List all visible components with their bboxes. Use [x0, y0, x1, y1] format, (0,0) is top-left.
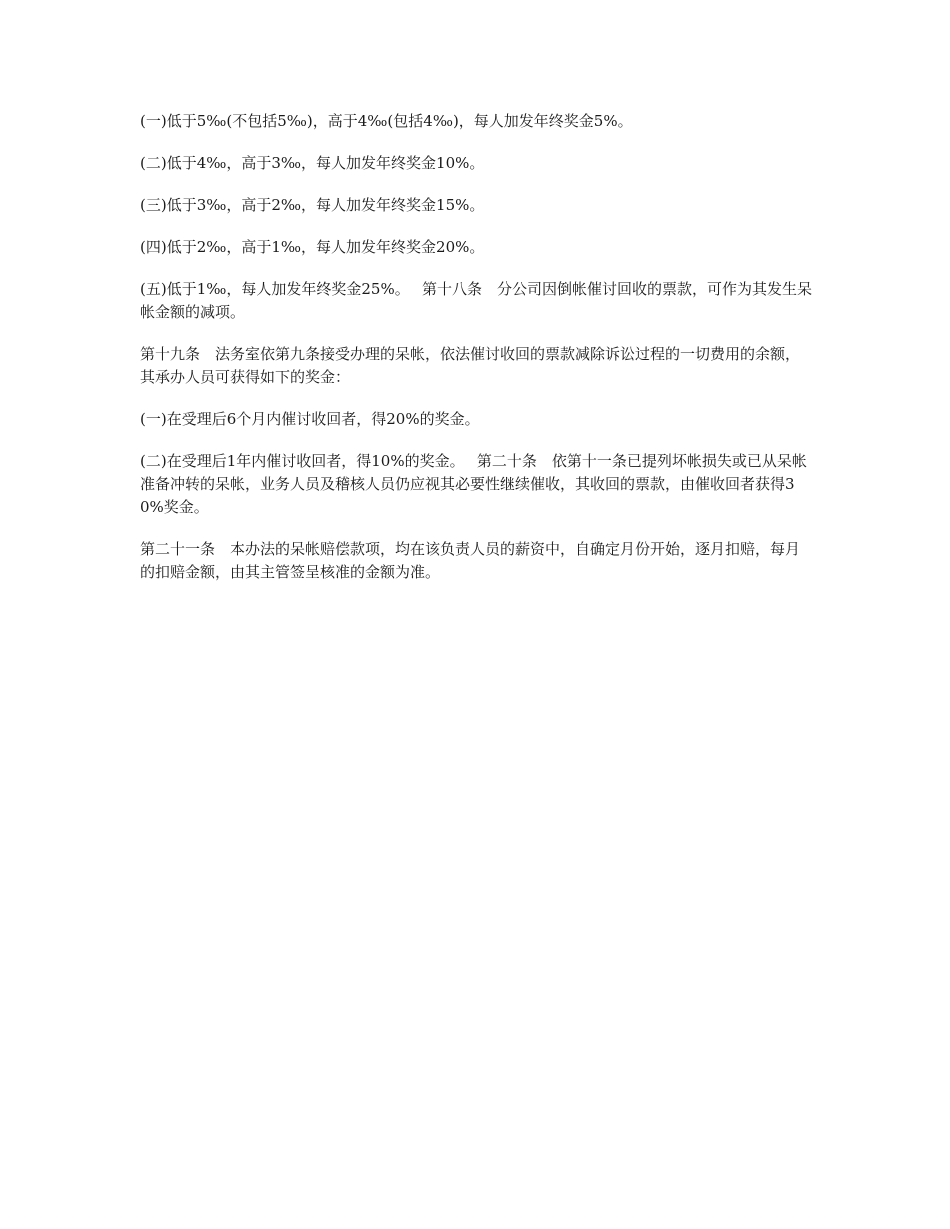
paragraph-bonus-6-months: (一)在受理后6个月内催讨收回者，得20%的奖金。	[140, 410, 480, 428]
paragraph-tier-4: (四)低于2‰，高于1‰，每人加发年终奖金20%。	[140, 238, 485, 256]
paragraph-tier-3: (三)低于3‰，高于2‰，每人加发年终奖金15%。	[140, 196, 485, 214]
paragraph-article-18: (五)低于1‰，每人加发年终奖金25%。 第十八条 分公司因倒帐催讨回收的票款，可作为其发生呆帐金额的减项。	[140, 280, 812, 321]
paragraph-tier-2: (二)低于4‰，高于3‰，每人加发年终奖金10%。	[140, 154, 485, 172]
paragraph-article-20: (二)在受理后1年内催讨收回者，得10%的奖金。 第二十条 依第十一条已提列坏帐损失或已从呆帐准备冲转的呆帐，业务人员及稽核人员仍应视其必要性继续催收，其收回的票款，由催收回者获得30%奖金。	[140, 452, 807, 516]
paragraph-article-21: 第二十一条 本办法的呆帐赔偿款项，均在该负责人员的薪资中，自确定月份开始，逐月扣赔，每月的扣赔金额，由其主管签呈核准的金额为准。	[140, 540, 801, 581]
paragraph-article-19: 第十九条 法务室依第九条接受办理的呆帐，依法催讨收回的票款减除诉讼过程的一切费用的余额，其承办人员可获得如下的奖金：	[140, 345, 801, 386]
paragraph-tier-1: (一)低于5‰(不包括5‰)，高于4‰(包括4‰)，每人加发年终奖金5%。	[140, 112, 633, 130]
document-body	[140, 110, 812, 603]
